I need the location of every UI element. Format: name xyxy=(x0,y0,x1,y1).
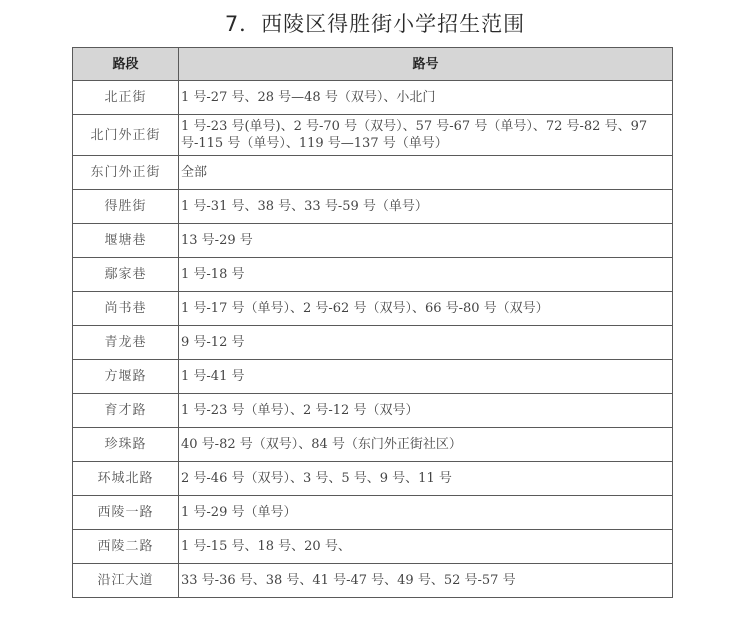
road-name-cell: 北正街 xyxy=(73,81,179,115)
house-number-range-cell: 1 号-15 号、18 号、20 号、 xyxy=(179,530,673,564)
table-row xyxy=(73,428,673,462)
road-name-cell: 得胜街 xyxy=(73,190,179,224)
house-number-range-cell: 1 号-23 号(单号)、2 号-70 号（双号）、57 号-67 号（单号）、72 号-82 号、97 号-115 号（单号）、119 号—137 号（单号） xyxy=(179,115,673,156)
column-header-range: 路号 xyxy=(179,48,673,81)
road-name-cell: 沿江大道 xyxy=(73,564,179,598)
house-number-range-cell: 1 号-31 号、38 号、33 号-59 号（单号） xyxy=(179,190,673,224)
road-name-cell: 环城北路 xyxy=(73,462,179,496)
road-name-cell: 堰塘巷 xyxy=(73,224,179,258)
house-number-range-cell: 1 号-27 号、28 号—48 号（双号）、小北门 xyxy=(179,81,673,115)
table-row xyxy=(73,224,673,258)
house-number-range-cell: 40 号-82 号（双号）、84 号（东门外正街社区） xyxy=(179,428,673,462)
table-row xyxy=(73,81,673,115)
enrollment-range-table-container xyxy=(72,47,672,598)
road-name-cell: 北门外正街 xyxy=(73,115,179,156)
house-number-range-cell: 9 号-12 号 xyxy=(179,326,673,360)
house-number-range-cell: 1 号-29 号（单号） xyxy=(179,496,673,530)
table-row xyxy=(73,496,673,530)
house-number-range-cell: 1 号-18 号 xyxy=(179,258,673,292)
road-name-cell: 尚书巷 xyxy=(73,292,179,326)
house-number-range-cell: 13 号-29 号 xyxy=(179,224,673,258)
house-number-range-cell: 1 号-17 号（单号）、2 号-62 号（双号）、66 号-80 号（双号） xyxy=(179,292,673,326)
house-number-range-cell: 1 号-23 号（单号）、2 号-12 号（双号） xyxy=(179,394,673,428)
road-name-cell: 青龙巷 xyxy=(73,326,179,360)
house-number-range-cell: 33 号-36 号、38 号、41 号-47 号、49 号、52 号-57 号 xyxy=(179,564,673,598)
column-header-road: 路段 xyxy=(73,48,179,81)
table-row xyxy=(73,530,673,564)
house-number-range-cell: 2 号-46 号（双号）、3 号、5 号、9 号、11 号 xyxy=(179,462,673,496)
table-row xyxy=(73,462,673,496)
road-name-cell: 西陵二路 xyxy=(73,530,179,564)
road-name-cell: 育才路 xyxy=(73,394,179,428)
road-name-cell: 方堰路 xyxy=(73,360,179,394)
table-row xyxy=(73,156,673,190)
table-row xyxy=(73,360,673,394)
table-row xyxy=(73,564,673,598)
house-number-range-cell: 1 号-41 号 xyxy=(179,360,673,394)
table-row xyxy=(73,394,673,428)
road-name-cell: 西陵一路 xyxy=(73,496,179,530)
document-title: 7．西陵区得胜街小学招生范围 xyxy=(224,12,526,36)
table-row xyxy=(73,190,673,224)
table-header-row xyxy=(73,48,673,81)
road-name-cell: 东门外正街 xyxy=(73,156,179,190)
road-name-cell: 鄢家巷 xyxy=(73,258,179,292)
enrollment-range-table xyxy=(72,47,673,598)
table-row xyxy=(73,326,673,360)
table-row xyxy=(73,292,673,326)
road-name-cell: 珍珠路 xyxy=(73,428,179,462)
table-row xyxy=(73,258,673,292)
house-number-range-cell: 全部 xyxy=(179,156,673,190)
table-row xyxy=(73,115,673,156)
